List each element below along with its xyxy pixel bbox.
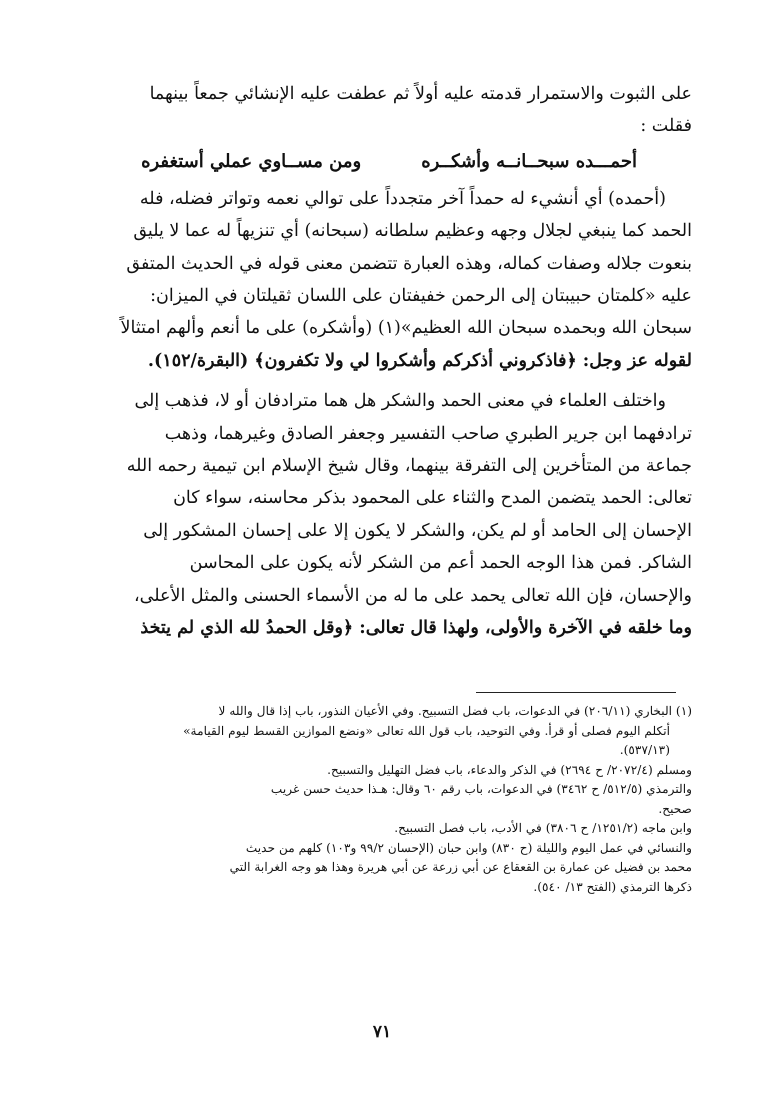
text-line: وما خلقه في الآخرة والأولى، ولهذا قال تعالى: ﴿وقل الحمدُ لله الذي لم يتخذ: [140, 618, 692, 639]
footnote-line: ومسلم (٢٠٧٢/٤/ ح ٢٦٩٤) في الذكر والدعاء، باب فضل التهليل والتسبيح.: [327, 762, 692, 777]
verse-second-hemistich: ومن مســاوي عملي أستغفره: [141, 150, 362, 172]
text-line: (أحمده) أي أنشيء له حمداً آخر متجدداً على توالي نعمه وتواتر فضله، فله: [139, 188, 666, 209]
footnote-line: (١) البخاري (٢٠٦/١١) في الدعوات، باب فضل التسبيح. وفي الأعيان النذور، باب إذا قال والله لا: [218, 704, 692, 718]
footnote-line: محمد بن فضيل عن عمارة بن القعقاع عن أبي زرعة عن أبي هريرة وهذا هو وجه الغرابة التي: [229, 860, 692, 874]
text-line: الإحسان إلى الحامد أو لم يكن، والشكر لا يكون إلا على إحسان المشكور إلى: [143, 520, 692, 541]
text-line: ترادفهما ابن جرير الطبري صاحب التفسير وجعفر الصادق وغيرهما، وذهب: [164, 423, 692, 444]
footnote-line: ذكرها الترمذي (الفتح ١٣/ ٥٤٠).: [533, 879, 692, 894]
footnote-line: والنسائي في عمل اليوم والليلة (ح ٨٣٠) وابن حبان (الإحسان ٩٩/٢ و١٠٣) كلهم من حديث: [245, 840, 692, 855]
text-line: لقوله عز وجل: ﴿فاذكروني أذكركم وأشكروا لي ولا تكفرون﴾ (البقرة/١٥٢).: [147, 350, 692, 371]
footnote-line: (٥٣٧/١٣).: [619, 743, 670, 757]
footnote-line: والترمذي (٥١٢/٥/ ح ٣٤٦٢) في الدعوات، باب رقم ٦٠ وقال: هـذا حديث حسن غريب: [270, 782, 692, 796]
text-line: بنعوت جلاله وصفات كماله، وهذه العبارة تتضمن معنى قوله في الحديث المتفق: [126, 253, 692, 274]
text-line: الشاكر. فمن هذا الوجه الحمد أعم من الشكر لأنه يكون على المحاسن: [189, 553, 692, 574]
main-text: [86, 78, 692, 645]
footnote-line: أتكلم اليوم فصلى أو قرأ. وفي التوحيد، باب قول الله تعالى «ونضع الموازين القسط ليوم القيامة»: [183, 723, 670, 738]
footnote-separator: [476, 692, 676, 693]
footnote-line: وابن ماجه (١٢٥١/٢/ ح ٣٨٠٦) في الأدب، باب فصل التسبيح.: [394, 821, 692, 835]
text-line: والإحسان، فإن الله تعالى يحمد على ما له من الأسماء الحسنى والمثل الأعلى،: [134, 585, 692, 606]
text-line: واختلف العلماء في معنى الحمد والشكر هل هما مترادفان أو لا، فذهب إلى: [134, 391, 666, 412]
text-line: عليه «كلمتان حبيبتان إلى الرحمن خفيفتان على اللسان ثقيلتان في الميزان:: [150, 286, 692, 307]
footnote-line: صحيح.: [658, 801, 692, 816]
text-line: جماعة من المتأخرين إلى التفرقة بينهما، وقال شيخ الإسلام ابن تيمية رحمه الله: [126, 456, 692, 477]
footnotes: [86, 702, 692, 897]
text-line: الحمد كما ينبغي لجلال وجهه وعظيم سلطانه (سبحانه) أي تنزيهاً له عما لا يليق: [133, 221, 692, 242]
text-line: سبحان الله وبحمده سبحان الله العظيم»(١) (وأشكره) على ما أنعم وألهم امتثالاً: [120, 318, 692, 339]
text-line: على الثبوت والاستمرار قدمته عليه أولاً ثم عطفت عليه الإنشائي جمعاً بينهما: [149, 84, 692, 104]
verse-first-hemistich: أحمـــده سبحــانــه وأشكــره: [421, 150, 637, 172]
poem-verse: [86, 145, 692, 179]
page-number: ٧١: [372, 1022, 392, 1042]
text-line: تعالى: الحمد يتضمن المدح والثناء على المحمود بذكر محاسنه، سواء كان: [173, 488, 692, 509]
text-line: فقلت :: [640, 116, 692, 137]
